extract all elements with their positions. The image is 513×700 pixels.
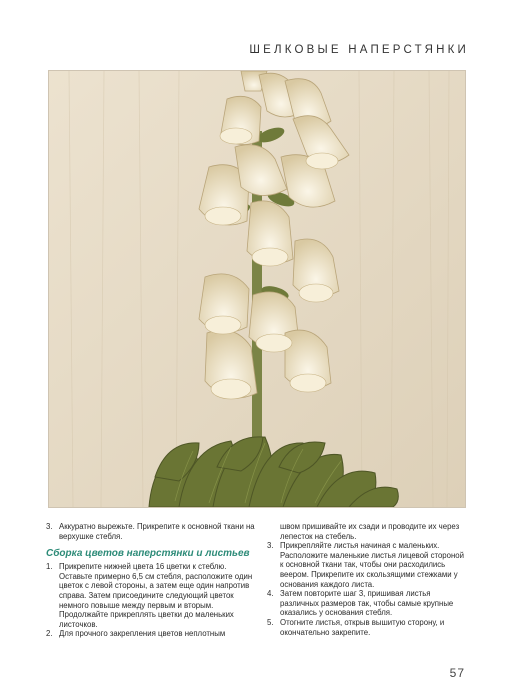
step-text: Аккуратно вырежьте. Прикрепите к основной ткани на верхушке стебля. xyxy=(59,522,255,541)
foxglove-photo xyxy=(48,70,466,508)
step-2 xyxy=(46,629,256,639)
step-1 xyxy=(46,562,256,629)
step-text: Прикрепите нижней цвета 16 цветки к стеблю. Оставьте примерно 6,5 см стебля, расположите один цветок с левой стороны, а затем еще один напротив справа. Затем присоедините следующий цветок немного повыше между первым и вторым. Продолжайте прикреплять цветки до маленьких листочков. xyxy=(59,562,253,629)
right-text-column xyxy=(267,522,467,637)
left-text-column xyxy=(46,522,256,639)
step-3 xyxy=(267,541,467,589)
step-number: 1. xyxy=(46,562,53,572)
step-3-cut xyxy=(46,522,256,541)
page-number: 57 xyxy=(449,666,465,680)
step-number: 3. xyxy=(267,541,274,551)
step-text: Затем повторите шаг 3, пришивая листья различных размеров так, чтобы самые крупные оказались у основания стебля. xyxy=(280,589,454,618)
step-number: 4. xyxy=(267,589,274,599)
step-number: 2. xyxy=(46,629,53,639)
step-number: 5. xyxy=(267,617,274,627)
step-5 xyxy=(267,618,467,637)
continuation-body: швом пришивайте их сзади и проводите их через лепесток на стебель. xyxy=(280,522,460,541)
step-text: Прикрепляйте листья начиная с маленьких. Расположите маленькие листья лицевой стороной к основной ткани так, чтобы они расходились веером. Прикрепите их скользящими стежками у основания каждого листа. xyxy=(280,541,464,589)
section-subheading: Сборка цветов наперстянки и листьев xyxy=(46,548,250,560)
step-4 xyxy=(267,589,467,618)
step-text: Для прочного закрепления цветов неплотным xyxy=(59,629,226,639)
step-number: 3. xyxy=(46,522,53,531)
page-header-title: ШЕЛКОВЫЕ НАПЕРСТЯНКИ xyxy=(249,44,469,56)
step-text: Отогните листья, открыв вышитую сторону, и окончательно закрепите. xyxy=(280,617,445,637)
continuation-text xyxy=(267,522,467,541)
